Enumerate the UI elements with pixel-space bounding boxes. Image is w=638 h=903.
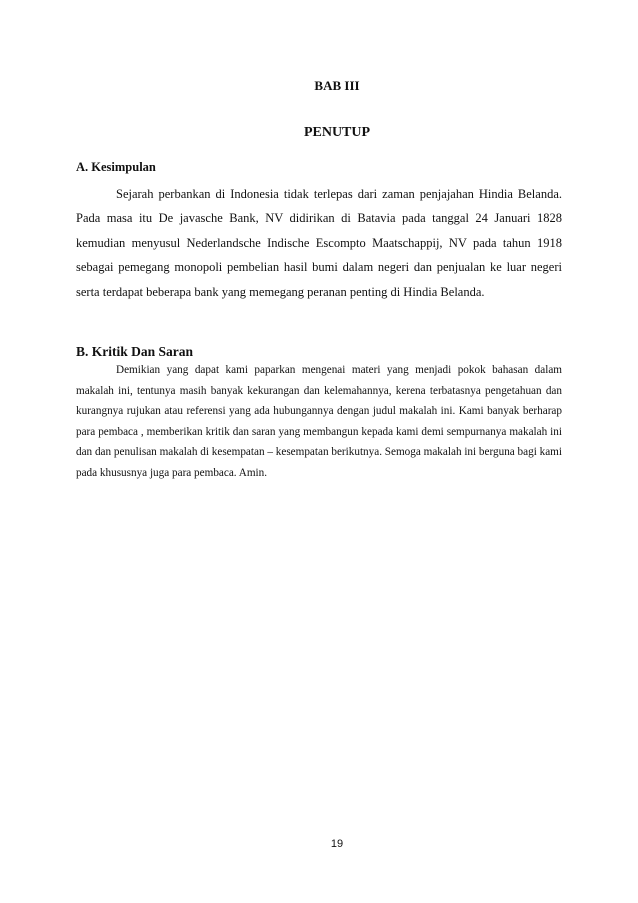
section-paragraph-kritik-saran: Demikian yang dapat kami paparkan mengenai materi yang menjadi pokok bahasan dalam makalah ini, tentunya masih banyak kekurangan dan kelemahannya, kerena terbatasnya pengetahuan dan kurangnya rujukan atau referensi yang ada hubungannya dengan judul makalah ini. Kami banyak berharap para pembaca , memberikan kritik dan saran yang membangun kepada kami demi sempurnanya makalah ini dan dan penulisan makalah di kesempatan – kesempatan berikutnya. Semoga makalah ini berguna bagi kami pada khususnya juga para pembaca. Amin. <box>76 364 562 479</box>
section-paragraph-kesimpulan: Sejarah perbankan di Indonesia tidak terlepas dari zaman penjajahan Hindia Belanda. Pada masa itu De javasche Bank, NV didirikan di Batavia pada tanggal 24 Januari 1828 kemudian menyusul Nederlandsche Indische Escompto Maatschappij, NV pada tahun 1918 sebagai pemegang monopoli pembelian hasil bumi dalam negeri dan penjualan ke luar negeri serta terdapat beberapa bank yang memegang peranan penting di Hindia Belanda. <box>76 187 562 299</box>
section-heading-kritik-saran: B. Kritik Dan Saran <box>76 344 194 359</box>
chapter-number: BAB III <box>314 78 360 93</box>
chapter-title: PENUTUP <box>303 125 371 140</box>
section-heading-kesimpulan: A. Kesimpulan <box>76 160 156 174</box>
page-number: 19 <box>330 838 344 850</box>
